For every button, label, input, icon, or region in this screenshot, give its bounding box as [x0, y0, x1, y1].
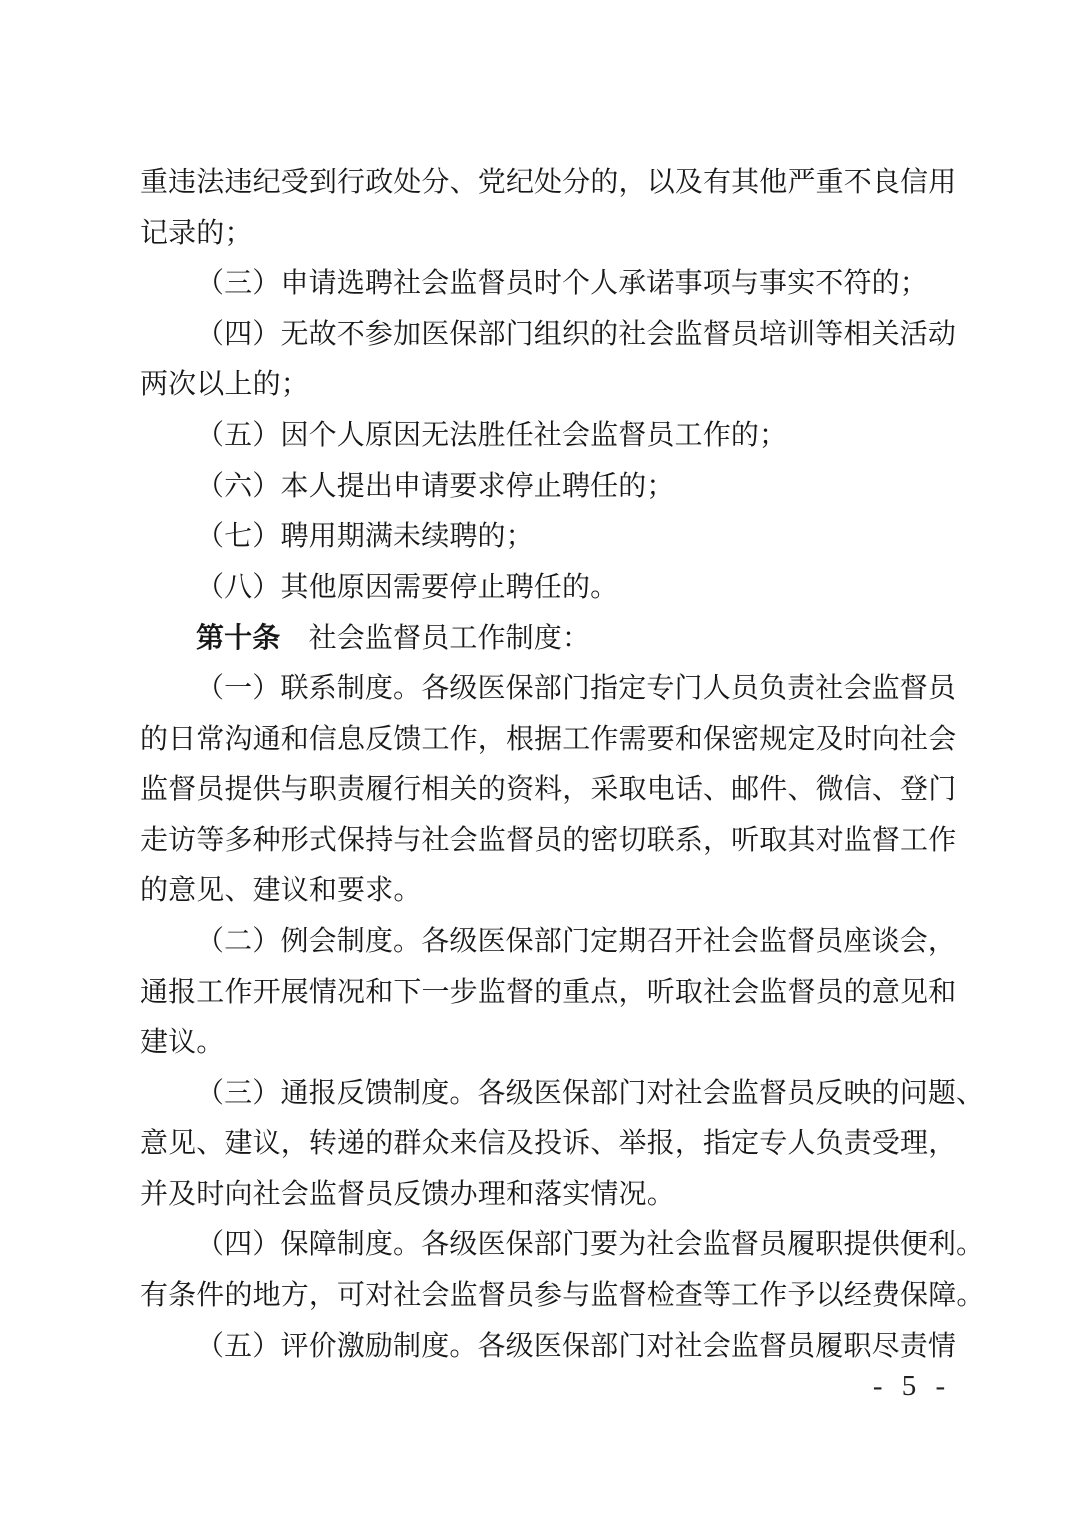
text-run: （七）聘用期满未续聘的； — [196, 521, 534, 553]
text-run: 的意见、建议和要求。 — [140, 875, 422, 907]
text-run: 并及时向社会监督员反馈办理和落实情况。 — [140, 1178, 675, 1210]
text-run: 有条件的地方，可对社会监督员参与监督检查等工作予以经费保障。 — [140, 1280, 985, 1312]
text-line — [140, 1018, 964, 1069]
text-line — [140, 209, 964, 260]
text-line — [140, 1271, 985, 1322]
text-run: （四）保障制度。各级医保部门要为社会监督员履职提供便利。 — [196, 1229, 985, 1261]
text-line — [140, 968, 964, 1019]
text-line — [140, 613, 964, 664]
text-run: 重违法违纪受到行政处分、党纪处分的，以及有其他严重不良信用 — [140, 167, 957, 198]
text-line — [140, 512, 964, 563]
text-run: 记录的； — [140, 217, 253, 249]
text-run: 意见、建议，转递的群众来信及投诉、举报，指定专人负责受理， — [140, 1128, 957, 1160]
text-run: （二）例会制度。各级医保部门定期召开社会监督员座谈会， — [196, 925, 957, 957]
text-line — [140, 1069, 985, 1120]
text-run: 走访等多种形式保持与社会监督员的密切联系，听取其对监督工作 — [140, 824, 957, 856]
text-run: 通报工作开展情况和下一步监督的重点，听取社会监督员的意见和 — [140, 976, 957, 1008]
text-run: （三）通报反馈制度。各级医保部门对社会监督员反映的问题、 — [196, 1077, 985, 1109]
text-line — [140, 664, 964, 715]
text-line — [140, 715, 964, 766]
text-line — [140, 1170, 964, 1221]
text-line — [140, 1119, 964, 1170]
text-line — [140, 360, 964, 411]
text-run: （一）联系制度。各级医保部门指定专门人员负责社会监督员 — [196, 672, 957, 704]
text-run: 的日常沟通和信息反馈工作，根据工作需要和保密规定及时向社会 — [140, 723, 957, 755]
text-run: （四）无故不参加医保部门组织的社会监督员培训等相关活动 — [196, 318, 957, 350]
text-run: （八）其他原因需要停止聘任的。 — [196, 571, 619, 603]
text-line — [140, 1220, 985, 1271]
text-run: 两次以上的； — [140, 369, 309, 401]
text-line — [140, 866, 964, 917]
text-line — [140, 765, 964, 816]
text-line — [140, 462, 964, 513]
text-run: （六）本人提出申请要求停止聘任的； — [196, 470, 675, 502]
text-run: （五）因个人原因无法胜任社会监督员工作的； — [196, 419, 788, 451]
text-line — [140, 411, 964, 462]
text-line — [140, 1322, 964, 1373]
text-line — [140, 563, 964, 614]
text-run: （三）申请选聘社会监督员时个人承诺事项与事实不符的； — [196, 268, 928, 300]
text-run: 建议。 — [140, 1027, 225, 1059]
text-line — [140, 917, 964, 968]
page-number: - 5 - — [872, 1370, 952, 1402]
text-line — [140, 158, 964, 209]
text-line — [140, 310, 964, 361]
text-run: 社会监督员工作制度： — [280, 623, 591, 655]
text-line — [140, 259, 964, 310]
text-run: 监督员提供与职责履行相关的资料，采取电话、邮件、微信、登门 — [140, 774, 957, 806]
article-number-bold: 第十条 — [196, 622, 281, 654]
document-lines — [140, 158, 985, 1372]
text-run: （五）评价激励制度。各级医保部门对社会监督员履职尽责情 — [196, 1330, 957, 1362]
text-line — [140, 816, 964, 867]
